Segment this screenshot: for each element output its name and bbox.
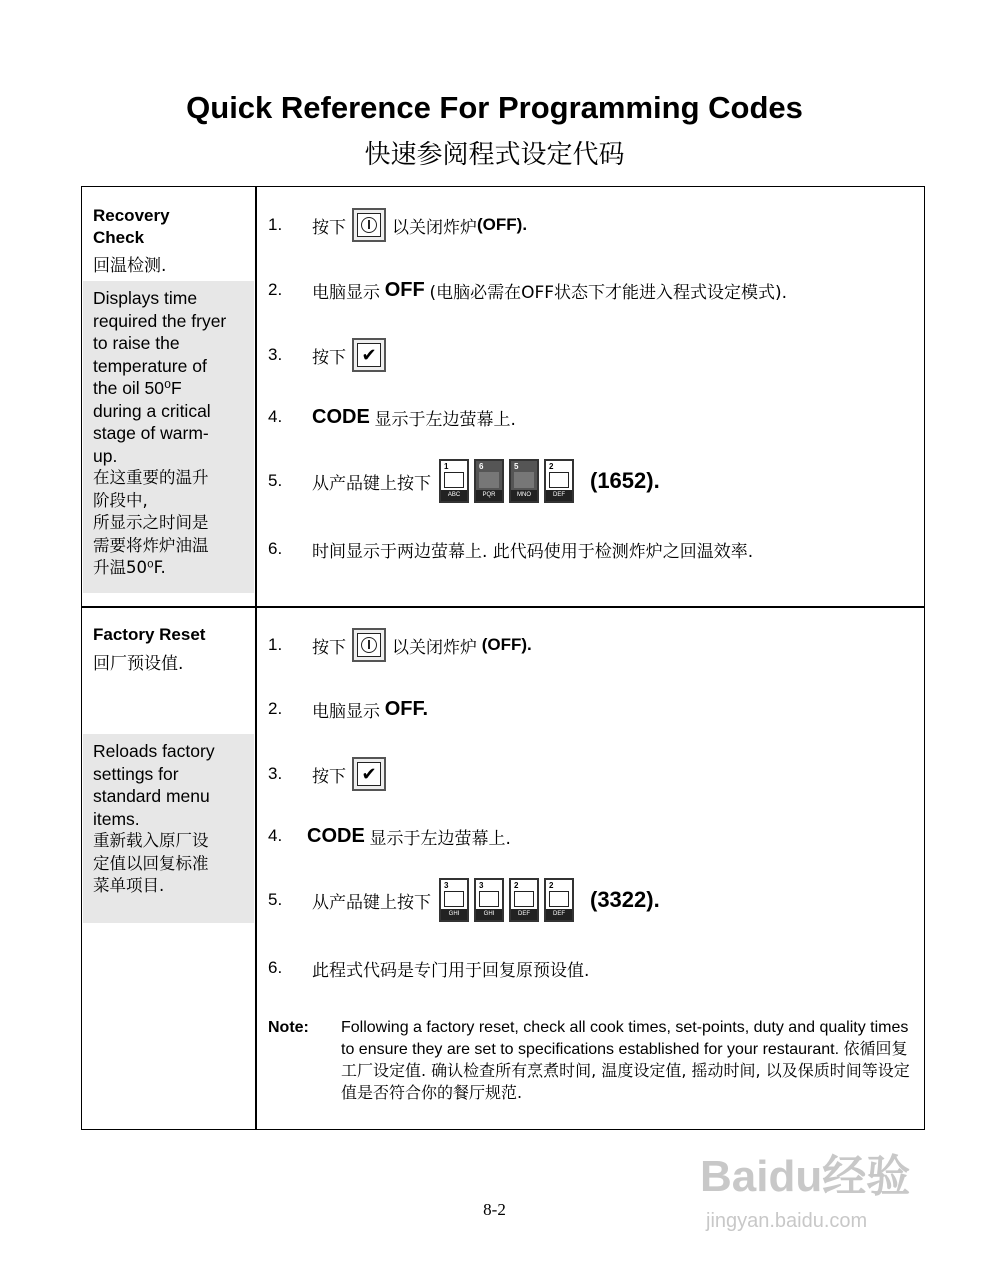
- product-keys: [439, 878, 574, 922]
- product-key-2[interactable]: 2 DEF: [509, 878, 539, 922]
- step-6: 6. 时间显示于两边萤幕上. 此代码使用于检测炸炉之回温效率.: [268, 539, 754, 562]
- step-4: 4. CODE 显示于左边萤幕上.: [268, 405, 516, 430]
- step-5: 5. 从产品键上按下 1 ABC 6 PQR 5 MNO 2 DEF (1652).: [268, 456, 660, 506]
- watermark-url: jingyan.baidu.com: [706, 1210, 868, 1232]
- reset-step-6: 6. 此程式代码是专门用于回复原预设值.: [268, 958, 590, 981]
- product-key-1[interactable]: 1 ABC: [439, 459, 469, 503]
- recovery-check-heading: Recovery Check: [93, 206, 170, 247]
- recovery-check-heading-cn: 回温检测.: [93, 256, 167, 276]
- factory-reset-heading-cn: 回厂预设值.: [93, 654, 184, 674]
- row-divider: [81, 606, 925, 608]
- check-icon[interactable]: ✔: [352, 757, 386, 791]
- watermark-logo: Baidu经验: [700, 1152, 911, 1201]
- product-key-2[interactable]: 2 DEF: [544, 878, 574, 922]
- check-icon[interactable]: ✔: [352, 338, 386, 372]
- reset-step-4: 4. CODE 显示于左边萤幕上.: [268, 824, 511, 849]
- page-title: Quick Reference For Programming Codes: [186, 90, 803, 125]
- column-divider: [255, 186, 257, 1130]
- power-icon[interactable]: [352, 208, 386, 242]
- note: Note: Following a factory reset, check all cook times, set-points, duty and quality times to ensure they are set to specifications established for your restaurant. 依循回复工厂设定值. 确认检查所有烹煮时间, 温度设定值, 摇动时间, 以及保质时间等设定值是否符合你的餐厅规范.: [268, 1019, 910, 1102]
- power-icon[interactable]: [352, 628, 386, 662]
- step-1: 1. 按下 以关闭炸炉 (OFF).: [268, 207, 527, 243]
- product-key-3[interactable]: 3 GHI: [439, 878, 469, 922]
- product-keys: [439, 459, 574, 503]
- reset-step-1: 1. 按下 以关闭炸炉 (OFF).: [268, 627, 532, 663]
- reset-step-3: 3. 按下 ✔: [268, 756, 392, 792]
- reset-step-2: 2. 电脑显示 OFF.: [268, 697, 429, 722]
- product-key-2[interactable]: 2 DEF: [544, 459, 574, 503]
- recovery-check-description: Displays time required the fryer to raise the temperature of the oil 50⁰F during a critical stage of warm- up. 在这重要的温升 阶段中, 所显示之时间是 需要将炸炉油温 升温50⁰F.: [83, 281, 254, 593]
- product-key-5[interactable]: 5 MNO: [509, 459, 539, 503]
- step-2: 2. 电脑显示 OFF (电脑必需在OFF状态下才能进入程式设定模式).: [268, 278, 788, 303]
- reset-step-5: 5. 从产品键上按下 3 GHI 3 GHI 2 DEF 2 DEF (3322).: [268, 875, 660, 925]
- step-3: 3. 按下 ✔: [268, 337, 392, 373]
- factory-reset-description: Reloads factory settings for standard menu items. 重新载入原厂设 定值以回复标准 菜单项目.: [83, 734, 254, 923]
- page-number: 8-2: [483, 1200, 506, 1219]
- factory-reset-heading: Factory Reset: [93, 625, 206, 644]
- page-subtitle: 快速参阅程式设定代码: [364, 140, 625, 170]
- product-key-6[interactable]: 6 PQR: [474, 459, 504, 503]
- product-key-3[interactable]: 3 GHI: [474, 878, 504, 922]
